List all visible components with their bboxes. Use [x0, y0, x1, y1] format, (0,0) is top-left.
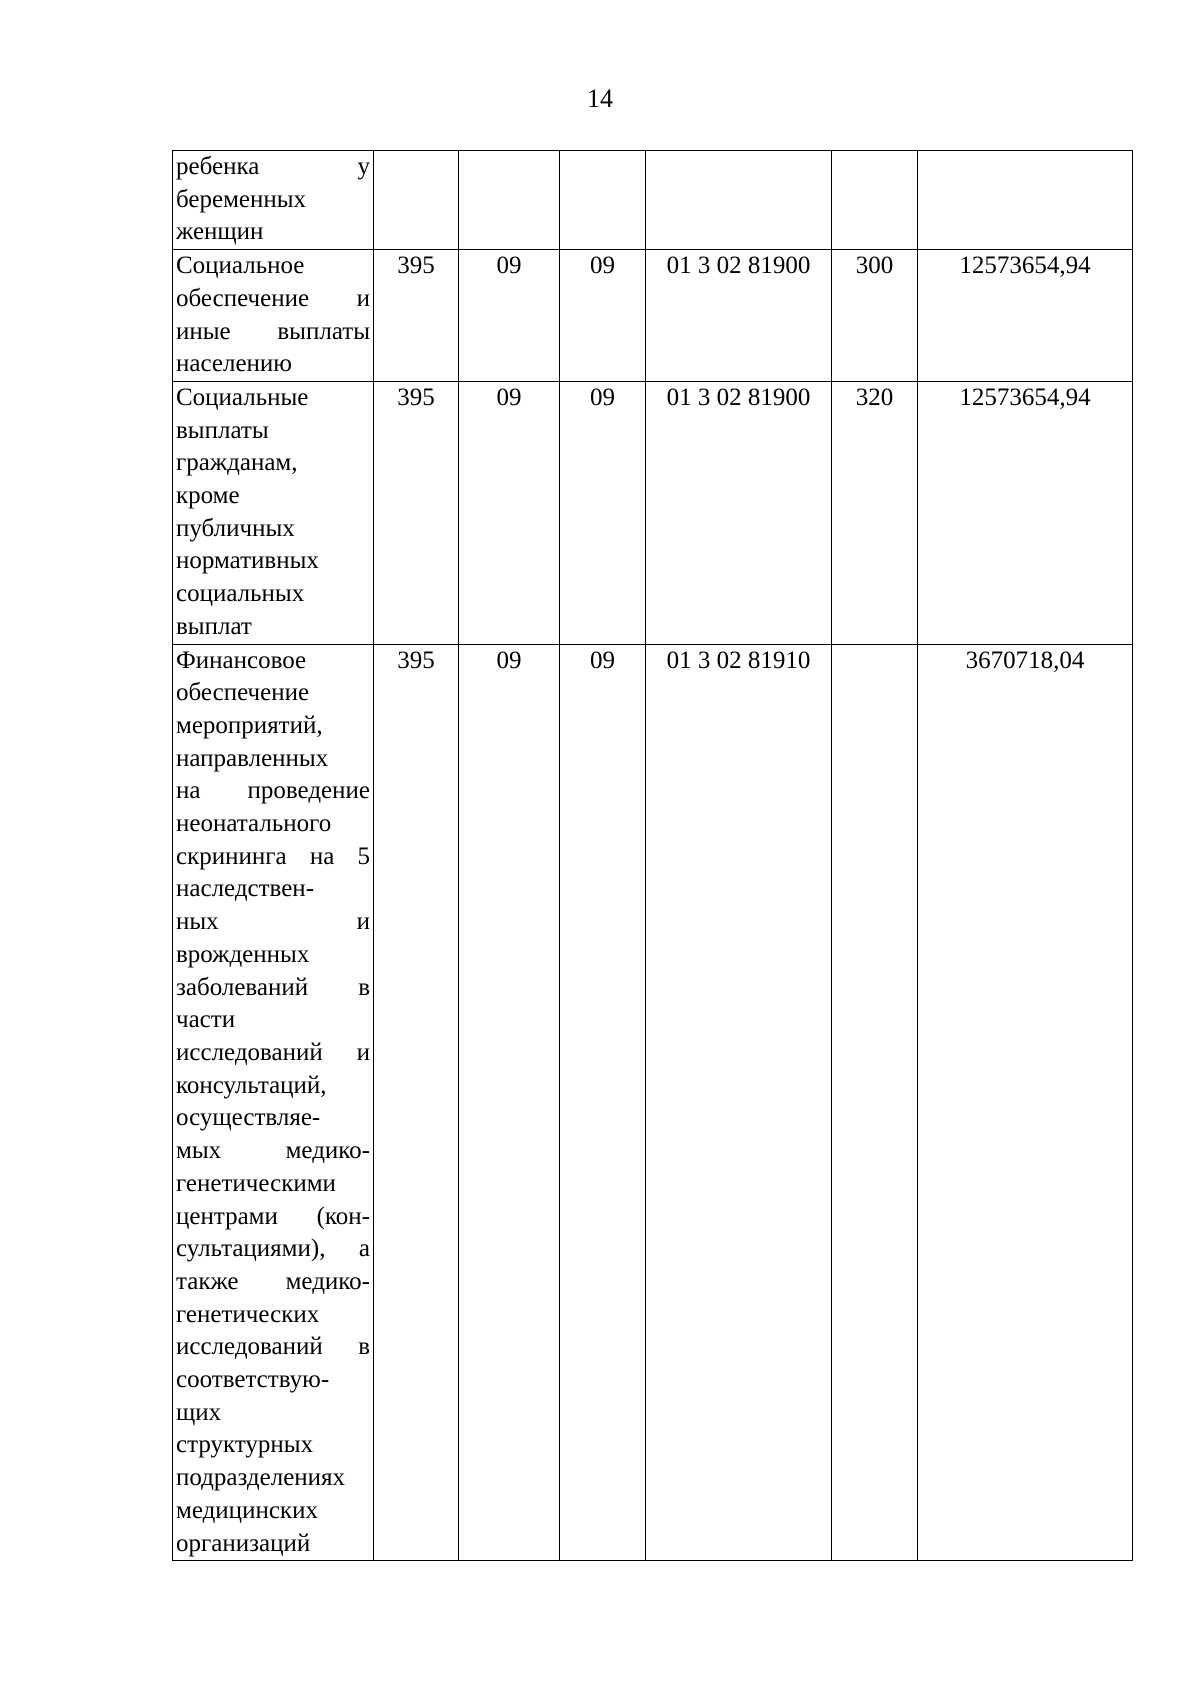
item-name-word: на [176, 777, 201, 805]
item-name-line: населению [176, 350, 292, 378]
budget-table [172, 150, 1133, 1561]
item-name-word: сультациями), [176, 1235, 326, 1263]
grbs-cell [374, 151, 459, 250]
item-name-word: исследований [176, 1333, 323, 1361]
item-name-line [176, 1331, 370, 1364]
item-name-line: осуществляе- [176, 1104, 321, 1132]
amount-cell [918, 151, 1133, 250]
item-name-cell [173, 644, 374, 1561]
target-article-cell [646, 151, 832, 250]
grbs-cell: 395 [374, 250, 459, 382]
expense-type-cell [832, 644, 918, 1561]
item-name-line [176, 1266, 370, 1299]
item-name-line: щих [176, 1398, 222, 1426]
item-name-line: подразделениях [176, 1464, 346, 1492]
item-name-word: выплаты [277, 317, 370, 345]
item-name-line [176, 1233, 370, 1266]
item-name-line: организаций [176, 1529, 311, 1557]
amount-cell: 3670718,04 [918, 644, 1133, 1561]
item-name-line: беременных [176, 185, 307, 213]
item-name-word: медико- [285, 1137, 370, 1165]
item-name-line: структурных [176, 1431, 314, 1459]
table-row [173, 644, 1133, 1561]
subsection-cell: 09 [560, 644, 646, 1561]
item-name-line: наследствен- [176, 875, 315, 903]
item-name-word: проведение [247, 777, 370, 805]
item-name-line: неонатального [176, 810, 332, 838]
item-name-line: гражданам, [176, 449, 298, 477]
item-name-line: направленных [176, 744, 329, 772]
grbs-cell: 395 [374, 644, 459, 1561]
item-name-line: выплат [176, 612, 252, 640]
item-name-line: кроме [176, 482, 240, 510]
expense-type-cell: 300 [832, 250, 918, 382]
section-cell: 09 [459, 381, 560, 644]
item-name-word: также [176, 1267, 239, 1295]
item-name-word: скрининга [176, 842, 287, 870]
item-name-word: в [358, 973, 370, 1001]
item-name-line: генетических [176, 1300, 320, 1328]
target-article-cell: 01 3 02 81900 [646, 381, 832, 644]
item-name-word: в [358, 1333, 370, 1361]
item-name-word: (кон- [316, 1202, 370, 1230]
item-name-word: 5 [357, 842, 370, 870]
item-name-word: на [309, 842, 335, 870]
item-name-line [176, 906, 370, 939]
item-name-word: ных [176, 908, 219, 936]
table-body [173, 151, 1133, 1561]
item-name-line: Социальные [176, 383, 309, 411]
section-cell [459, 151, 560, 250]
item-name-word: ребенка [176, 153, 260, 180]
item-name-line [176, 972, 370, 1005]
item-name-word: у [357, 153, 370, 180]
subsection-cell: 09 [560, 381, 646, 644]
item-name-word: мых [176, 1137, 222, 1165]
item-name-line [176, 316, 370, 349]
table-row [173, 381, 1133, 644]
item-name-cell [173, 250, 374, 382]
section-cell: 09 [459, 250, 560, 382]
item-name-line: женщин [176, 218, 264, 246]
target-article-cell: 01 3 02 81900 [646, 250, 832, 382]
item-name-word: иные [176, 317, 231, 345]
item-name-line: обеспечение [176, 679, 310, 707]
item-name-word: медико- [285, 1267, 370, 1295]
item-name-line: соответствую- [176, 1366, 330, 1394]
item-name-word: и [356, 908, 370, 936]
item-name-cell [173, 151, 374, 250]
item-name-line [176, 1037, 370, 1070]
target-article-cell: 01 3 02 81910 [646, 644, 832, 1561]
item-name-line: части [176, 1006, 236, 1034]
item-name-word: обеспечение [176, 284, 310, 312]
item-name-line [176, 283, 370, 316]
item-name-word: а [358, 1235, 370, 1263]
item-name-line: генетическими [176, 1169, 336, 1197]
item-name-line [176, 841, 370, 874]
item-name-cell [173, 381, 374, 644]
item-name-line: медицинских [176, 1496, 318, 1524]
subsection-cell [560, 151, 646, 250]
item-name-line: социальных [176, 580, 305, 608]
subsection-cell: 09 [560, 250, 646, 382]
item-name-line: Финансовое [176, 646, 307, 674]
expense-type-cell: 320 [832, 381, 918, 644]
item-name-word: центрами [176, 1202, 278, 1230]
item-name-line: выплаты [176, 416, 269, 444]
item-name-line: Социальное [176, 252, 305, 280]
page-number: 14 [587, 84, 613, 113]
item-name-word: исследований [176, 1038, 323, 1066]
item-name-line [176, 151, 370, 184]
item-name-line [176, 775, 370, 808]
grbs-cell: 395 [374, 381, 459, 644]
item-name-line: консультаций, [176, 1071, 327, 1099]
amount-cell: 12573654,94 [918, 381, 1133, 644]
item-name-word: и [356, 1038, 370, 1066]
item-name-line: мероприятий, [176, 711, 323, 739]
item-name-line: нормативных [176, 547, 319, 575]
item-name-line [176, 1135, 370, 1168]
section-cell: 09 [459, 644, 560, 1561]
item-name-line [176, 1201, 370, 1234]
item-name-word: и [356, 284, 370, 312]
amount-cell: 12573654,94 [918, 250, 1133, 382]
item-name-line: публичных [176, 514, 295, 542]
table-row [173, 151, 1133, 250]
table-row [173, 250, 1133, 382]
expense-type-cell [832, 151, 918, 250]
item-name-word: заболеваний [176, 973, 309, 1001]
item-name-line: врожденных [176, 940, 310, 968]
